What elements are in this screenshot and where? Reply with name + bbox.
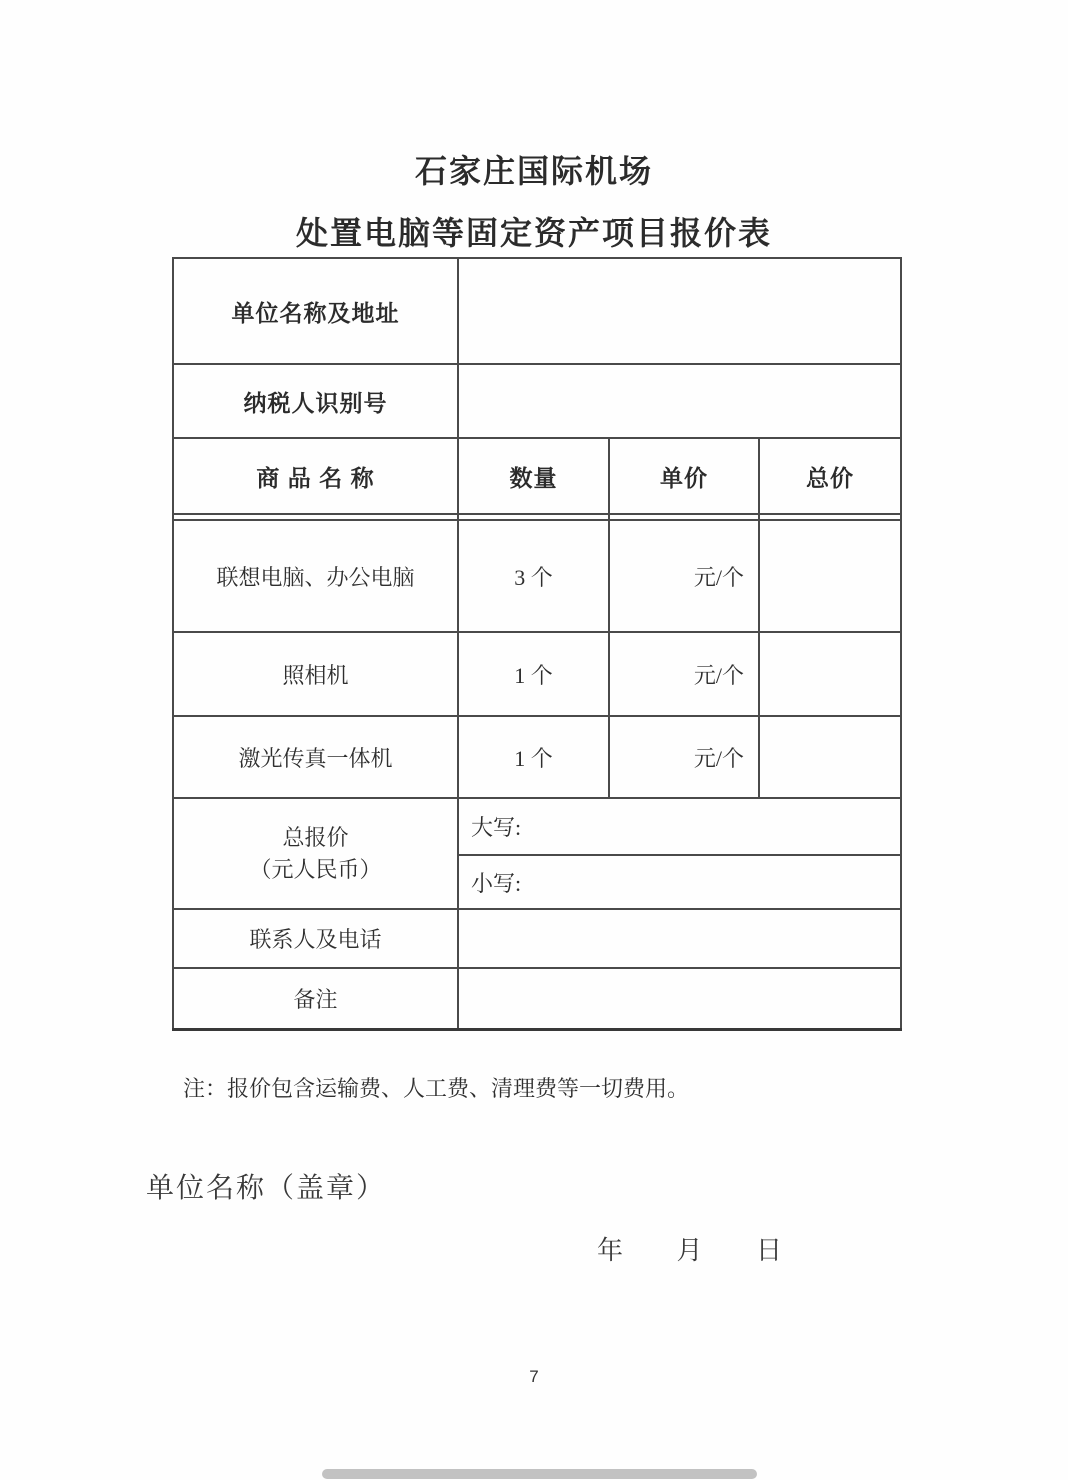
document-title: 石家庄国际机场: [414, 153, 653, 189]
contact-row: [173, 909, 901, 968]
page-number: 7: [529, 1367, 539, 1386]
column-header-quantity: 数量: [458, 438, 609, 514]
unit-seal-label: 单位名称（盖章）: [146, 1173, 387, 1204]
column-header-unit-price: 单价: [609, 438, 759, 514]
remarks-row: [173, 968, 901, 1029]
item-unit-price[interactable]: 元/个: [609, 632, 759, 716]
remarks-field[interactable]: [458, 968, 901, 1029]
item-name: 激光传真一体机: [173, 716, 458, 798]
item-name: 联想电脑、办公电脑: [173, 520, 458, 632]
document-subtitle: 处置电脑等固定资产项目报价表: [295, 215, 772, 251]
unit-name-address-field[interactable]: [458, 258, 901, 364]
total-quote-label-line1: 总报价: [282, 824, 349, 850]
item-total-price-field[interactable]: [759, 520, 901, 632]
table-header-row: [173, 438, 901, 514]
column-header-product: 商 品 名 称: [173, 438, 458, 514]
item-unit-price[interactable]: 元/个: [609, 716, 759, 798]
table-row: [173, 258, 901, 364]
contact-label: 联系人及电话: [173, 909, 458, 968]
date-day-label: 日: [756, 1236, 783, 1265]
item-row: [173, 632, 901, 716]
taxpayer-id-label: 纳税人识别号: [173, 364, 458, 438]
item-name: 照相机: [173, 632, 458, 716]
uppercase-label: 大写:: [471, 815, 522, 840]
unit-name-address-label: 单位名称及地址: [173, 258, 458, 364]
item-row: [173, 716, 901, 798]
footnote: 注：报价包含运输费、人工费、清理费等一切费用。: [183, 1076, 690, 1101]
taxpayer-id-field[interactable]: [458, 364, 901, 438]
item-row: [173, 520, 901, 632]
item-quantity: 3 个: [458, 520, 609, 632]
item-total-price-field[interactable]: [759, 632, 901, 716]
table-row: [173, 364, 901, 438]
item-total-price-field[interactable]: [759, 716, 901, 798]
item-quantity: 1 个: [458, 716, 609, 798]
item-unit-price[interactable]: 元/个: [609, 520, 759, 632]
date-month-label: 月: [676, 1236, 703, 1265]
remarks-label: 备注: [173, 968, 458, 1029]
total-quote-label-line2: （元人民币）: [249, 856, 382, 882]
total-uppercase-field[interactable]: [458, 798, 901, 855]
item-quantity: 1 个: [458, 632, 609, 716]
contact-field[interactable]: [458, 909, 901, 968]
column-header-total-price: 总价: [759, 438, 901, 514]
lowercase-label: 小写:: [471, 870, 522, 896]
total-quote-label: [173, 798, 458, 909]
total-quote-uppercase-row: [173, 798, 901, 855]
date-line: [597, 1230, 782, 1267]
total-lowercase-field[interactable]: [458, 855, 901, 909]
quotation-table: [172, 257, 902, 1031]
date-year-label: 年: [597, 1236, 624, 1265]
horizontal-scrollbar-thumb[interactable]: [322, 1469, 757, 1479]
